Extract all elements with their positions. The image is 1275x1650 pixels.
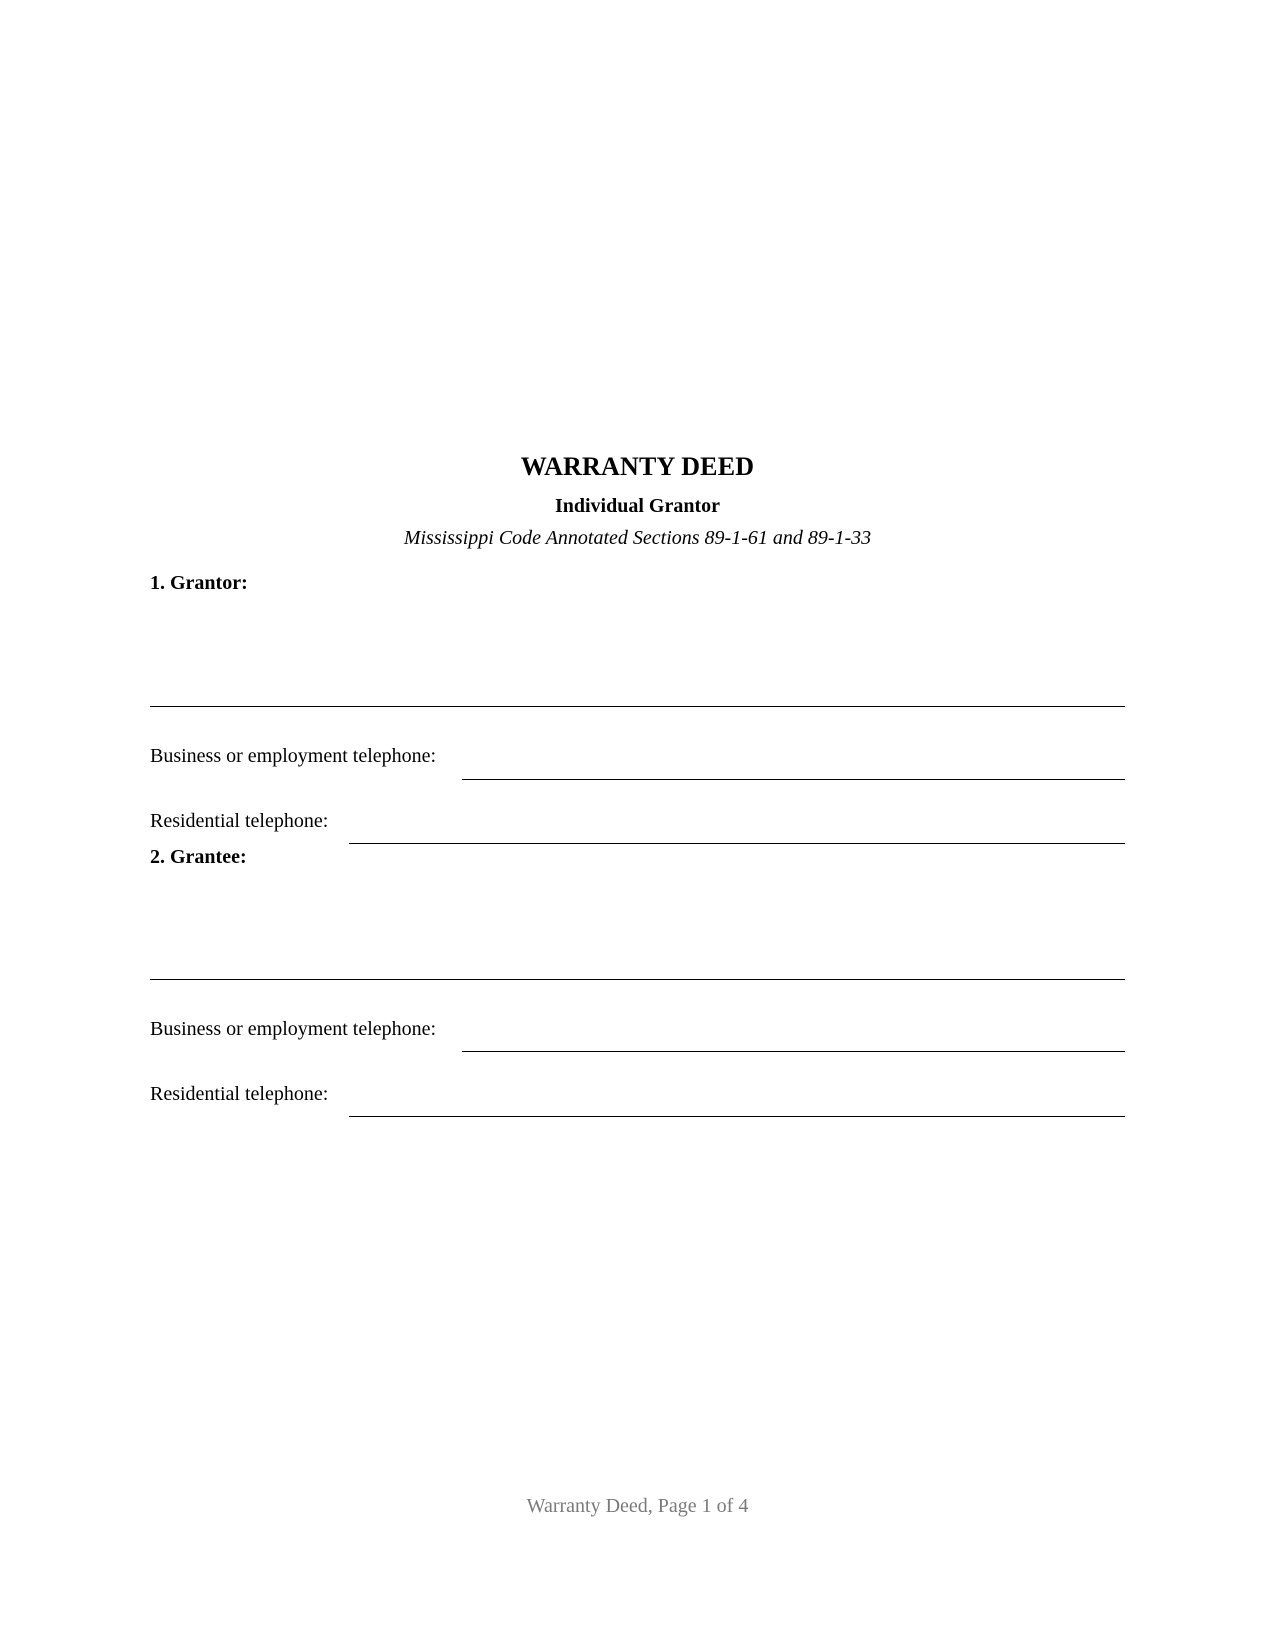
- grantor-residential-phone-line[interactable]: [349, 843, 1125, 844]
- grantee-business-phone-line[interactable]: [462, 1051, 1125, 1052]
- grantee-business-phone-label: Business or employment telephone:: [150, 1018, 437, 1040]
- grantor-heading: 1. Grantor:: [150, 572, 248, 594]
- grantee-residential-phone-label: Residential telephone:: [150, 1083, 329, 1105]
- grantor-business-phone-label: Business or employment telephone:: [150, 745, 437, 767]
- grantee-residential-phone-line[interactable]: [349, 1116, 1125, 1117]
- grantor-name-line[interactable]: [150, 706, 1125, 707]
- statute-citation: Mississippi Code Annotated Sections 89-1-61 and 89-1-33: [403, 527, 872, 549]
- grantee-heading: 2. Grantee:: [150, 846, 247, 868]
- grantee-name-line[interactable]: [150, 979, 1125, 980]
- grantor-residential-phone-label: Residential telephone:: [150, 810, 329, 832]
- document-title: WARRANTY DEED: [520, 452, 755, 481]
- document-subtitle: Individual Grantor: [554, 495, 721, 517]
- grantor-business-phone-line[interactable]: [462, 779, 1125, 780]
- page-footer: Warranty Deed, Page 1 of 4: [526, 1495, 749, 1517]
